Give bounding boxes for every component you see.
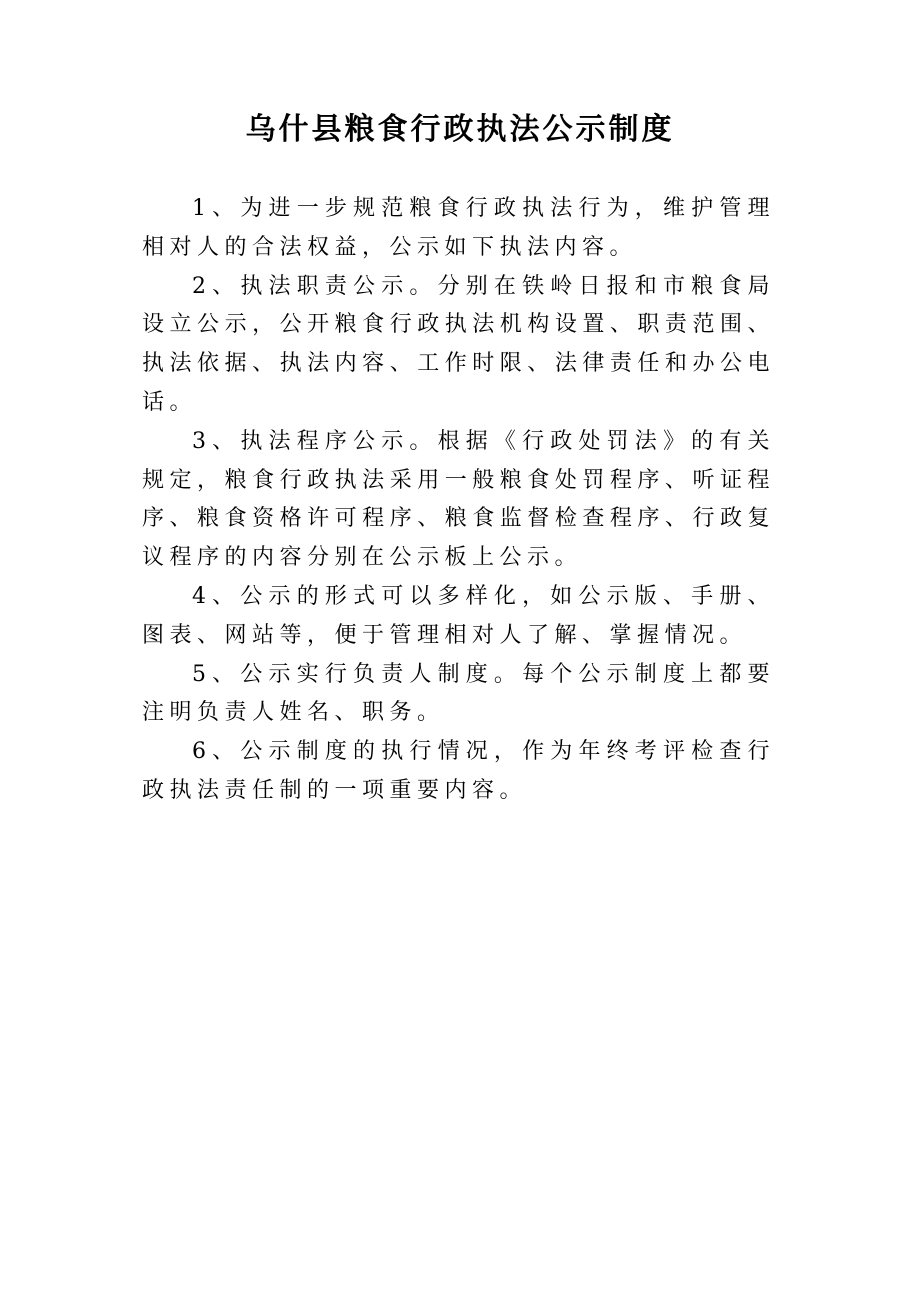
paragraph-2: 2、执法职责公示。分别在铁岭日报和市粮食局设立公示，公开粮食行政执法机构设置、职责范围、执法依据、执法内容、工作时限、法律责任和办公电话。 — [142, 273, 775, 415]
paragraph-6: 6、公示制度的执行情况，作为年终考评检查行政执法责任制的一项重要内容。 — [142, 739, 775, 803]
paragraph-5: 5、公示实行负责人制度。每个公示制度上都要注明负责人姓名、职务。 — [142, 661, 775, 726]
paragraph-4: 4、公示的形式可以多样化，如公示版、手册、图表、网站等，便于管理相对人了解、掌握情况。 — [142, 583, 775, 648]
paragraph-3: 3、执法程序公示。根据《行政处罚法》的有关规定，粮食行政执法采用一般粮食处罚程序、听证程序、粮食资格许可程序、粮食监督检查程序、行政复议程序的内容分别在公示板上公示。 — [142, 428, 775, 571]
document-body — [142, 190, 775, 811]
paragraph-1: 1、为进一步规范粮食行政执法行为，维护管理相对人的合法权益，公示如下执法内容。 — [142, 196, 775, 260]
document-title: 乌什县粮食行政执法公示制度 — [245, 112, 675, 147]
